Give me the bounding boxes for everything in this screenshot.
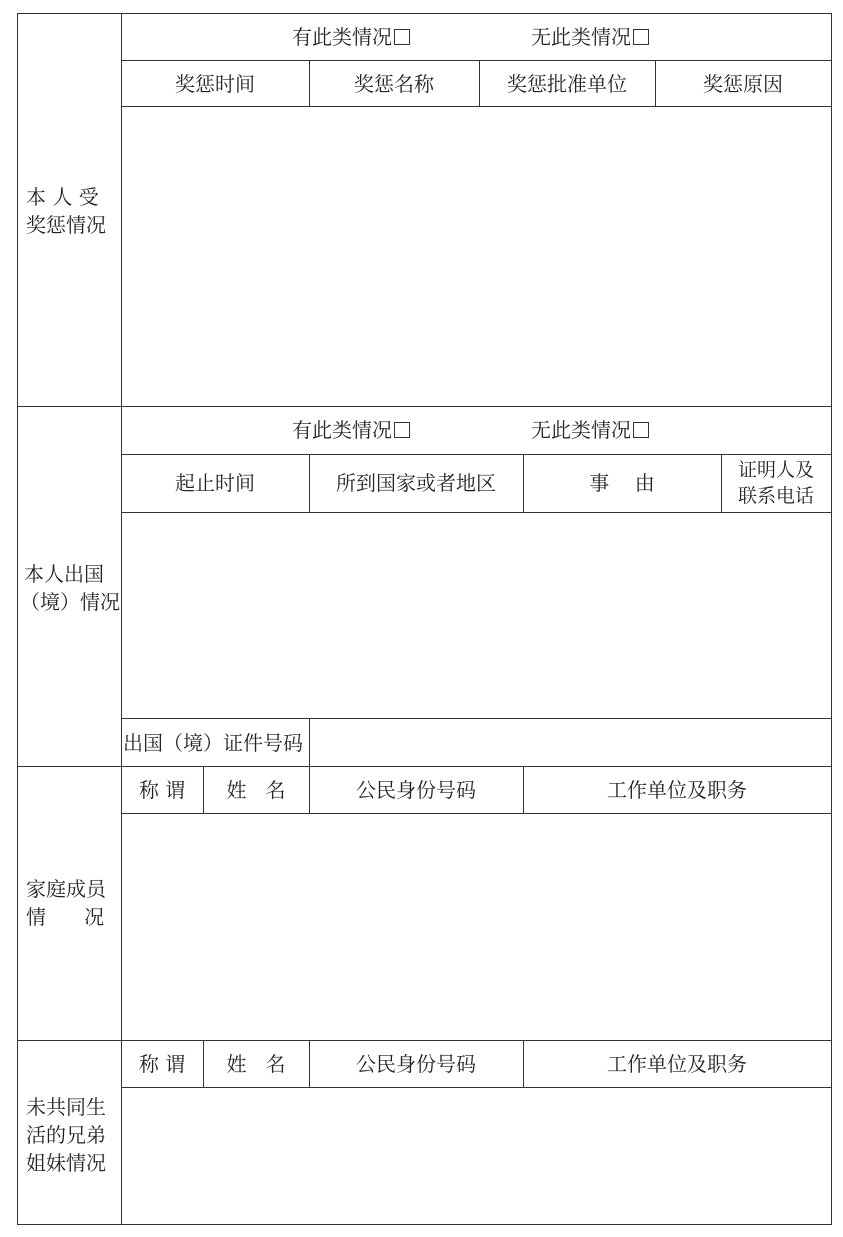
column-header: 称 谓: [138, 1052, 186, 1076]
column-header: 事 由: [589, 471, 655, 495]
column-header-witness: 证明人及 联系电话: [737, 459, 814, 507]
section-divider: [17, 406, 832, 407]
column-header: 称 谓: [138, 778, 186, 802]
row-divider: [121, 60, 832, 61]
passport-number-label: 出国（境）证件号码: [123, 731, 303, 755]
checkbox-icon[interactable]: [394, 29, 410, 45]
checkbox-icon[interactable]: [394, 422, 410, 438]
column-header: 工作单位及职务: [607, 778, 747, 802]
passport-number-field[interactable]: [310, 719, 831, 766]
column-header: 奖惩原因: [703, 72, 783, 96]
rewards-section-label: 本 人 受 奖惩情况: [26, 185, 106, 237]
abroad-section-label: 本人出国 （境）情况: [20, 562, 120, 614]
checkbox-icon[interactable]: [633, 422, 649, 438]
column-header: 奖惩批准单位: [507, 72, 627, 96]
column-header: 姓 名: [226, 1052, 286, 1076]
section-divider: [17, 766, 832, 767]
table-border-top: [17, 13, 832, 14]
abroad-has-case-option[interactable]: 有此类情况: [292, 416, 410, 444]
row-divider: [121, 454, 832, 455]
column-header: 奖惩名称: [354, 72, 434, 96]
abroad-entry-area[interactable]: [122, 513, 831, 718]
family-section-label: 家庭成员 情 况: [26, 877, 106, 929]
abroad-no-case-option[interactable]: 无此类情况: [531, 416, 649, 444]
rewards-entry-area[interactable]: [122, 107, 831, 406]
column-header: 公民身份号码: [356, 778, 476, 802]
column-header: 奖惩时间: [175, 72, 255, 96]
siblings-entry-area[interactable]: [122, 1088, 831, 1224]
column-header: 姓 名: [226, 778, 286, 802]
rewards-has-case-option[interactable]: 有此类情况: [292, 23, 410, 51]
table-border-bottom: [17, 1224, 832, 1225]
siblings-section-label: 未共同生 活的兄弟 姐妹情况: [26, 1095, 106, 1175]
checkbox-icon[interactable]: [633, 29, 649, 45]
table-border-left: [17, 13, 18, 1225]
rewards-no-case-option[interactable]: 无此类情况: [531, 23, 649, 51]
section-divider: [17, 1040, 832, 1041]
table-border-right: [831, 13, 832, 1225]
column-header: 工作单位及职务: [607, 1052, 747, 1076]
column-header: 起止时间: [175, 471, 255, 495]
column-header: 公民身份号码: [356, 1052, 476, 1076]
column-header: 所到国家或者地区: [336, 471, 496, 495]
family-entry-area[interactable]: [122, 814, 831, 1040]
